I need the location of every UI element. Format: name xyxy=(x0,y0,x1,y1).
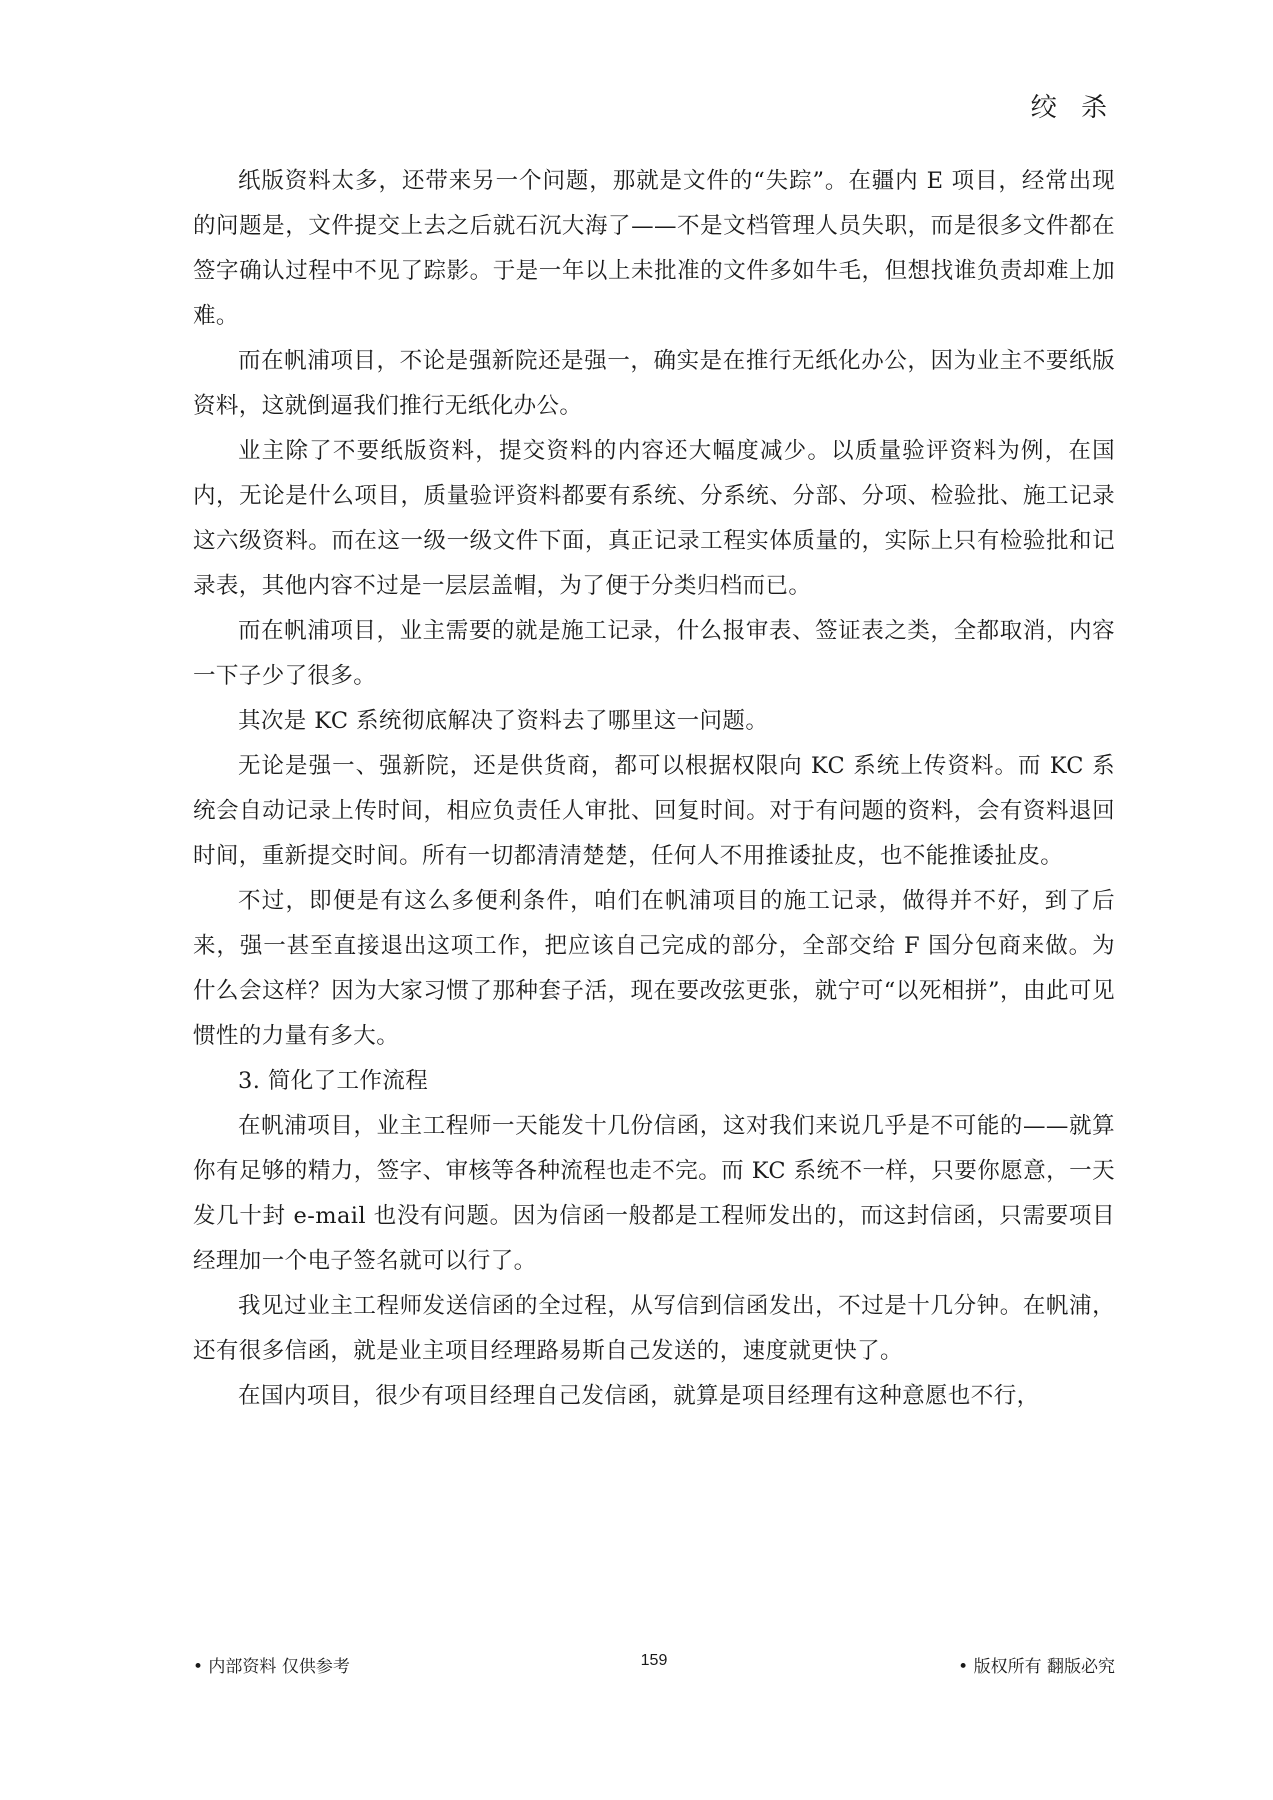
section-heading: 3. 简化了工作流程 xyxy=(238,1068,429,1094)
footer-internal-notice: • 内部资料 仅供参考 xyxy=(193,1657,350,1677)
paragraph: 纸版资料太多，还带来另一个问题，那就是文件的“失踪”。在疆内 E 项目，经常出现的问题是，文件提交上去之后就石沉大海了——不是文档管理人员失职，而是很多文件都在签字确认过程中不见了踪影。于是一年以上未批准的文件多如牛毛，但想找谁负责却难上加难。 xyxy=(193,168,1115,329)
page-number: 159 xyxy=(640,1652,668,1669)
paragraph: 在帆浦项目，业主工程师一天能发十几份信函，这对我们来说几乎是不可能的——就算你有足够的精力，签字、审核等各种流程也走不完。而 KC 系统不一样，只要你愿意，一天发几十封 e-mail 也没有问题。因为信函一般都是工程师发出的，而这封信函，只需要项目经理加一个电子签名就可以行了。 xyxy=(193,1113,1115,1274)
paragraph: 不过，即便是有这么多便利条件，咱们在帆浦项目的施工记录，做得并不好，到了后来，强一甚至直接退出这项工作，把应该自己完成的部分，全部交给 F 国分包商来做。为什么会这样？因为大家习惯了那种套子活，现在要改弦更张，就宁可“以死相拼”，由此可见惯性的力量有多大。 xyxy=(193,888,1115,1049)
paragraph: 无论是强一、强新院，还是供货商，都可以根据权限向 KC 系统上传资料。而 KC 系统会自动记录上传时间，相应负责任人审批、回复时间。对于有问题的资料，会有资料退回时间，重新提交时间。所有一切都清清楚楚，任何人不用推诿扯皮，也不能推诿扯皮。 xyxy=(193,753,1115,869)
footer-copyright-notice: • 版权所有 翻版必究 xyxy=(958,1657,1115,1677)
paragraph: 而在帆浦项目，不论是强新院还是强一，确实是在推行无纸化办公，因为业主不要纸版资料，这就倒逼我们推行无纸化办公。 xyxy=(193,348,1115,419)
body-text xyxy=(193,159,1115,1419)
running-header-title: 绞 杀 xyxy=(1030,93,1115,123)
paragraph: 我见过业主工程师发送信函的全过程，从写信到信函发出，不过是十几分钟。在帆浦，还有很多信函，就是业主项目经理路易斯自己发送的，速度就更快了。 xyxy=(193,1293,1115,1364)
paragraph: 业主除了不要纸版资料，提交资料的内容还大幅度减少。以质量验评资料为例，在国内，无论是什么项目，质量验评资料都要有系统、分系统、分部、分项、检验批、施工记录这六级资料。而在这一级一级文件下面，真正记录工程实体质量的，实际上只有检验批和记录表，其他内容不过是一层层盖帽，为了便于分类归档而已。 xyxy=(193,438,1115,599)
paragraph: 在国内项目，很少有项目经理自己发信函，就算是项目经理有这种意愿也不行， xyxy=(238,1383,1040,1409)
paragraph: 而在帆浦项目，业主需要的就是施工记录，什么报审表、签证表之类，全都取消，内容一下子少了很多。 xyxy=(193,618,1115,689)
page-footer xyxy=(193,1652,1115,1682)
paragraph: 其次是 KC 系统彻底解决了资料去了哪里这一问题。 xyxy=(238,708,769,734)
